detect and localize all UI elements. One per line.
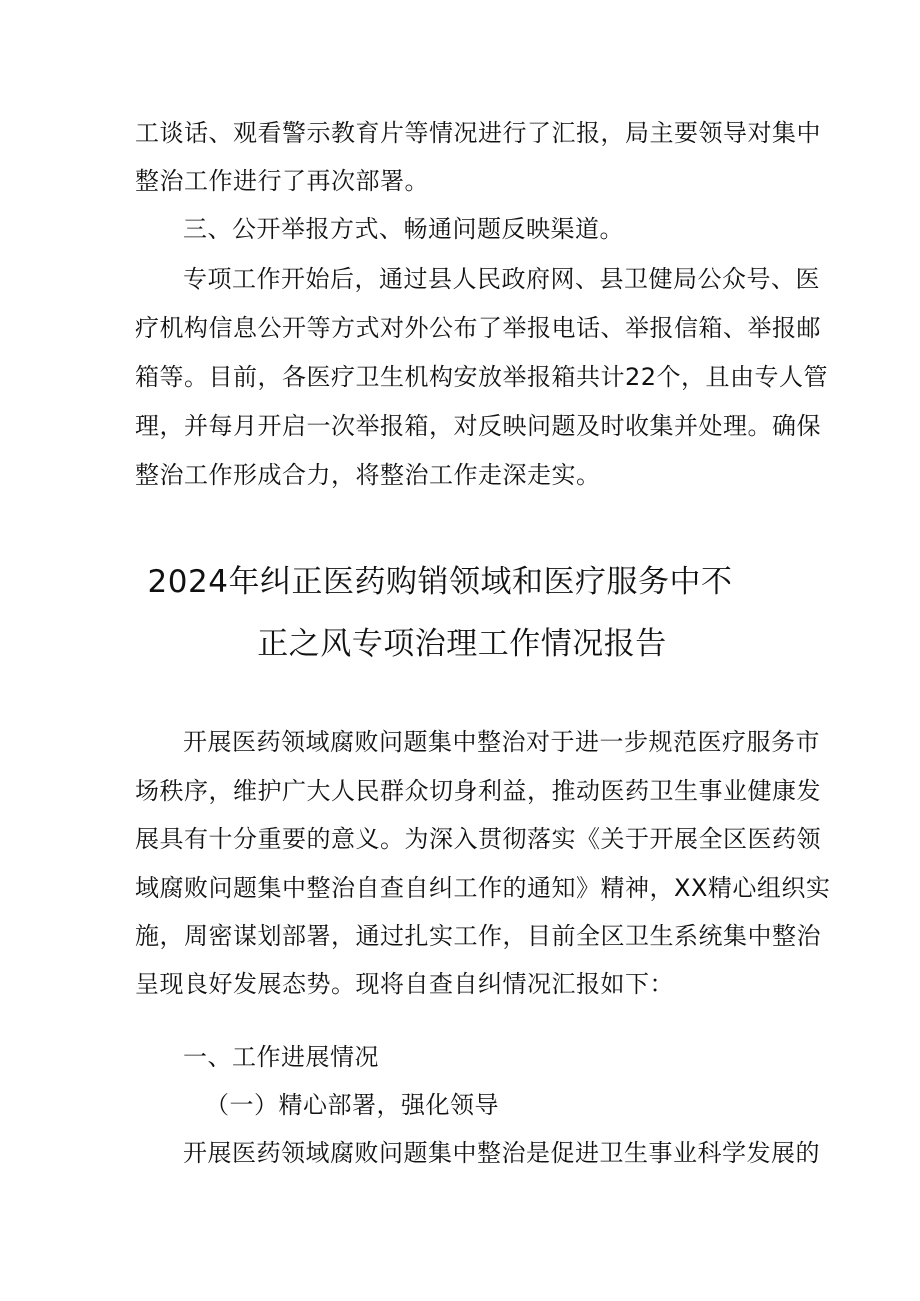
section-heading-1: 一、工作进展情况 xyxy=(183,1043,379,1071)
paragraph-line: 场秩序，维护广大人民群众切身利益，推动医药卫生事业健康发 xyxy=(135,777,821,805)
paragraph-line: 展具有十分重要的意义。为深入贯彻落实《关于开展全区医药领 xyxy=(135,825,821,853)
paragraph-line: 整治工作进行了再次部署。 xyxy=(135,167,429,195)
report-title-line1: 2024年纠正医药购销领域和医疗服务中不 xyxy=(147,564,733,600)
section-heading-3: 三、公开举报方式、畅通问题反映渠道。 xyxy=(183,215,624,243)
paragraph-line: 工谈话、观看警示教育片等情况进行了汇报，局主要领导对集中 xyxy=(135,119,821,147)
subsection-heading-1: （一）精心部署，强化领导 xyxy=(205,1091,499,1119)
paragraph-line: 专项工作开始后，通过县人民政府网、县卫健局公众号、医 xyxy=(183,265,820,293)
paragraph-line: 开展医药领域腐败问题集中整治对于进一步规范医疗服务市 xyxy=(183,728,820,756)
paragraph-line: 理，并每月开启一次举报箱，对反映问题及时收集并处理。确保 xyxy=(135,412,821,440)
paragraph-line: 开展医药领域腐败问题集中整治是促进卫生事业科学发展的 xyxy=(183,1139,820,1167)
report-title-line2: 正之风专项治理工作情况报告 xyxy=(257,626,667,662)
paragraph-line: 域腐败问题集中整治自查自纠工作的通知》精神，XX精心组织实 xyxy=(135,874,831,902)
paragraph-line: 箱等。目前，各医疗卫生机构安放举报箱共计22个，且由专人管 xyxy=(135,363,829,391)
paragraph-line: 整治工作形成合力，将整治工作走深走实。 xyxy=(135,461,601,489)
paragraph-line: 疗机构信息公开等方式对外公布了举报电话、举报信箱、举报邮 xyxy=(135,314,821,342)
paragraph-line: 呈现良好发展态势。现将自查自纠情况汇报如下： xyxy=(135,970,674,998)
paragraph-line: 施，周密谋划部署，通过扎实工作，目前全区卫生系统集中整治 xyxy=(135,922,821,950)
